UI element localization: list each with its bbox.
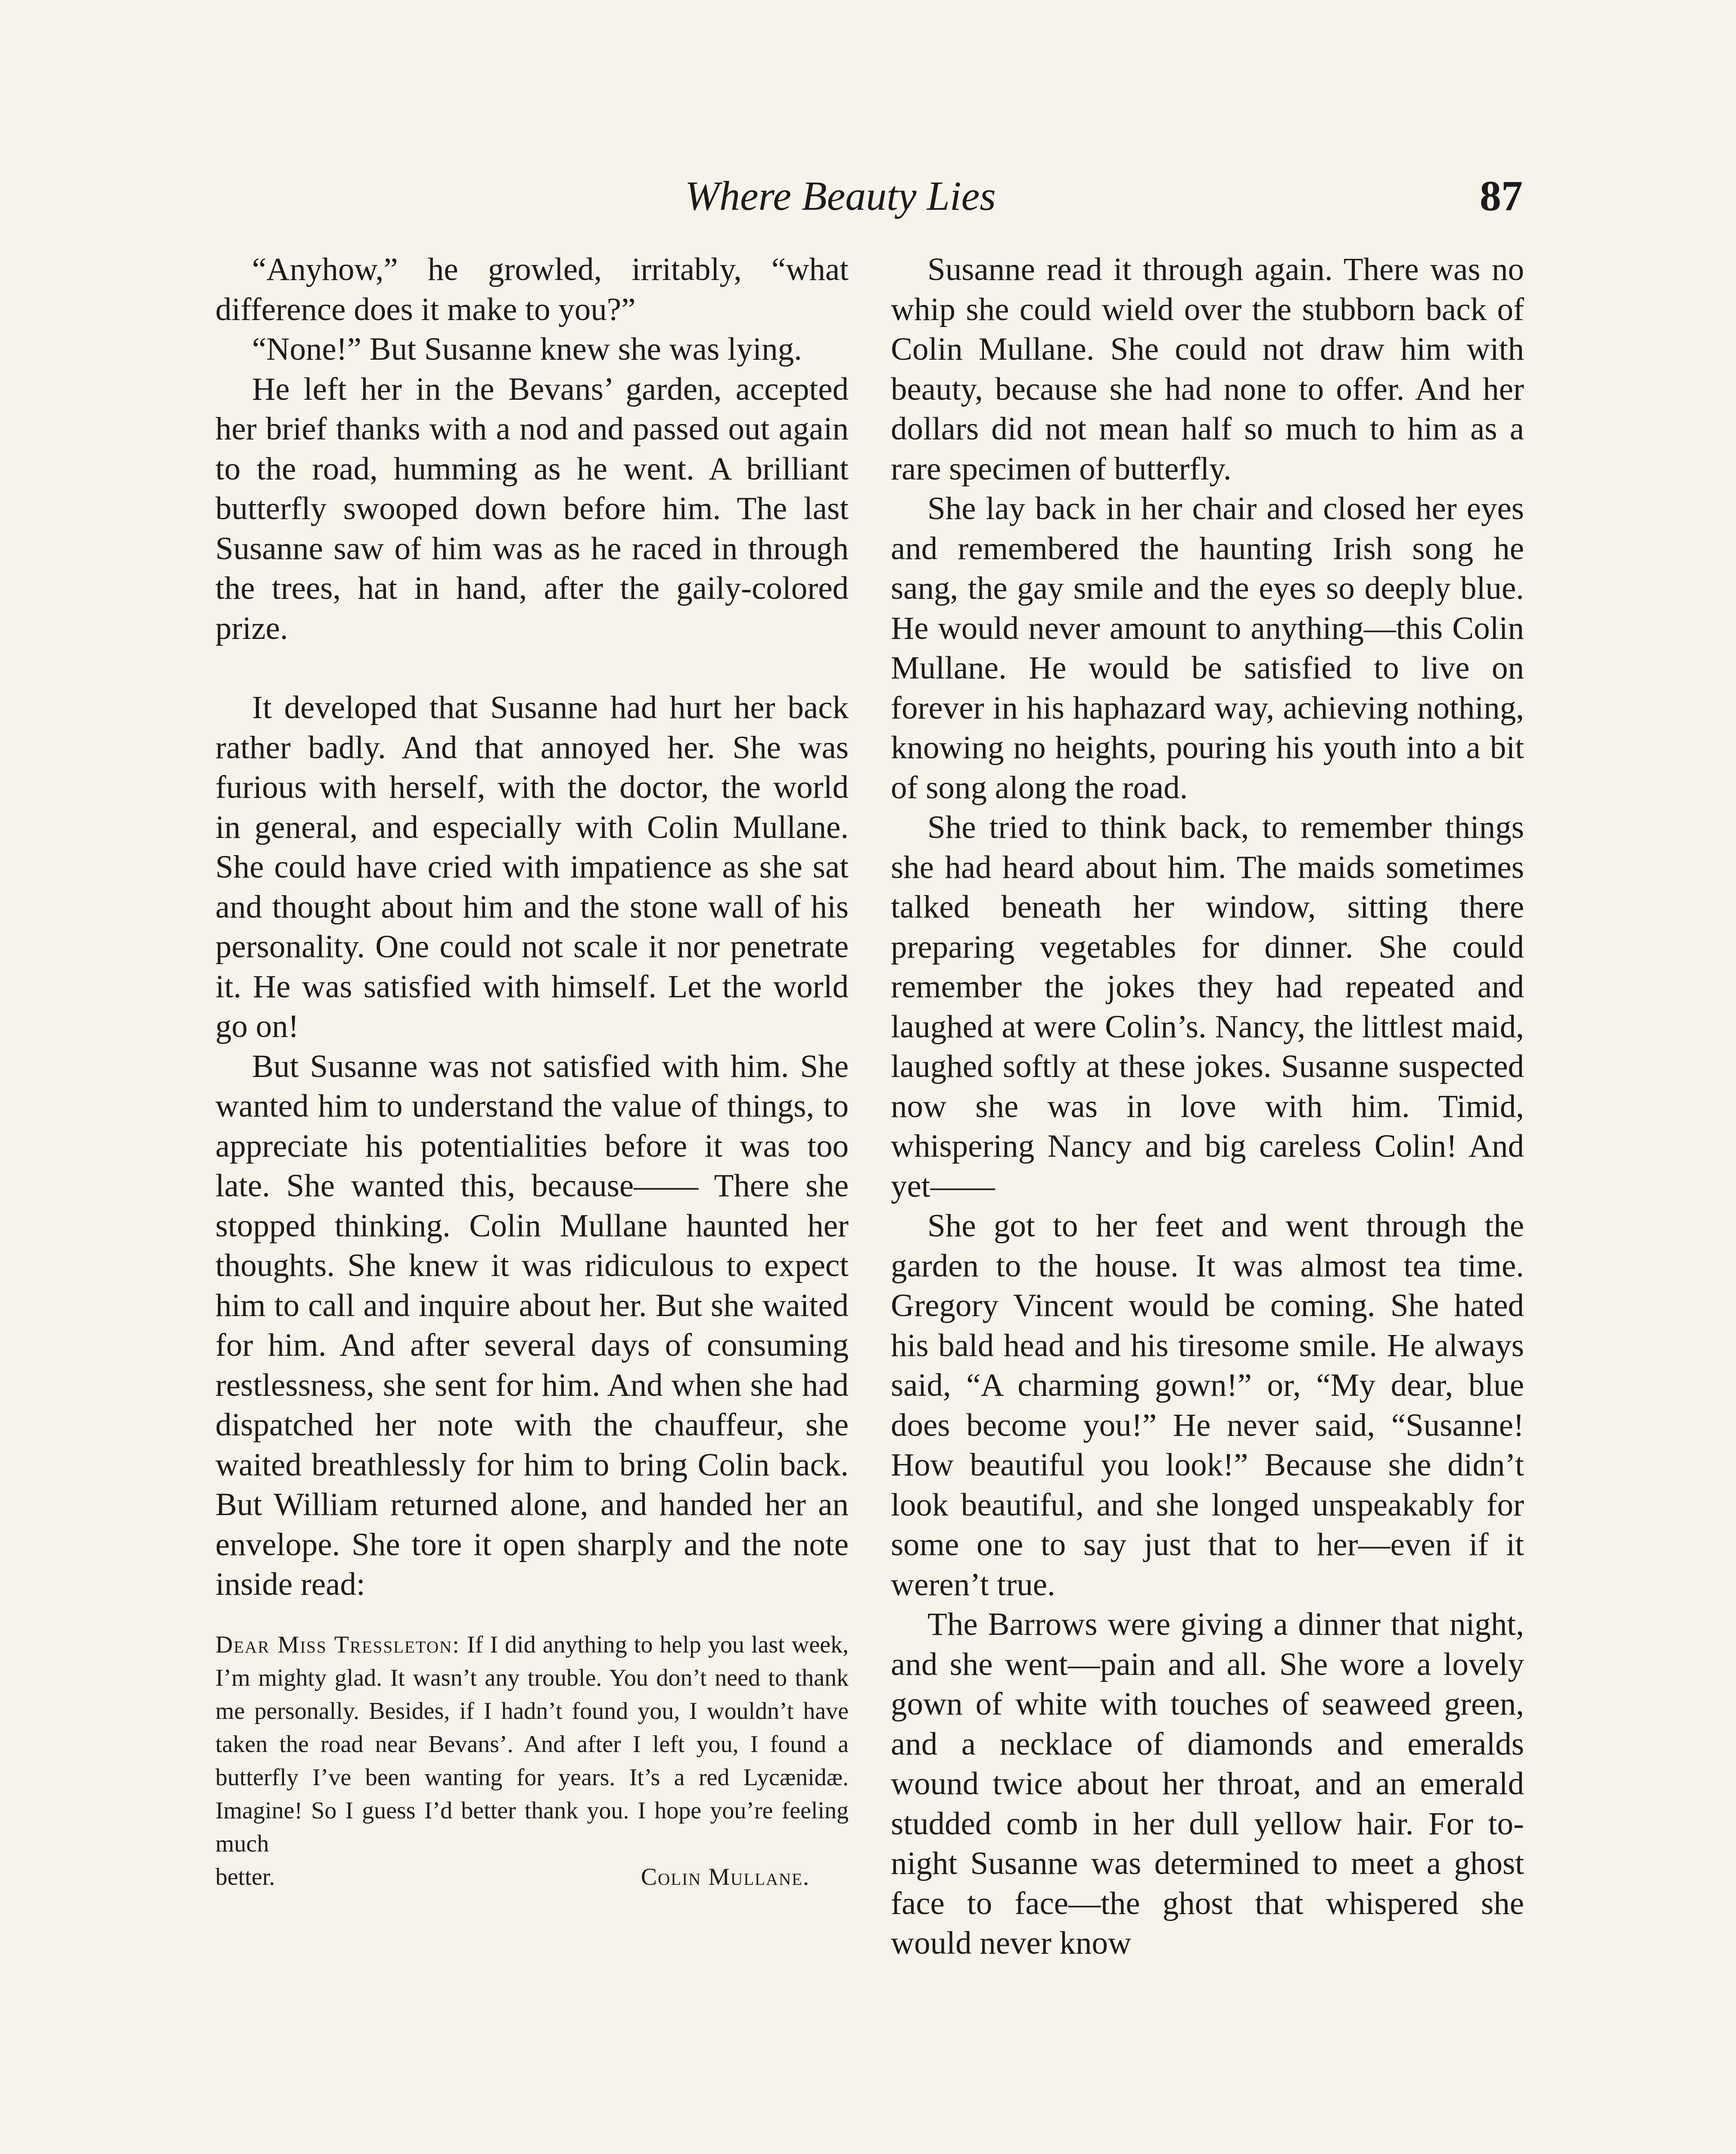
- left-column: [215, 250, 849, 1894]
- paragraph: “None!” But Susanne knew she was lying.: [252, 331, 802, 367]
- letter-salutation: Dear Miss Tressleton:: [215, 1631, 460, 1658]
- letter-note: [215, 1628, 849, 1894]
- paragraph: Susanne read it through again. There was no whip she could wield over the stubborn back of Colin Mullane. She could not draw him with beauty, because she had none to offer. And her dollars did not mean half so much to him as a rare specimen of butterfly.: [891, 252, 1524, 487]
- running-title: Where Beauty Lies: [685, 173, 996, 219]
- right-column: [891, 250, 1524, 1964]
- paragraph: She tried to think back, to remember things she had heard about him. The maids sometimes talked beneath her window, sitting there preparing vegetables for dinner. She could remember the jokes they had repeated and laughed at were Colin’s. Nancy, the littlest maid, laughed softly at these jokes. Susanne suspected now she was in love with him. Timid, whispering Nancy and big careless Colin! And yet——: [891, 809, 1524, 1204]
- letter-signature: Colin Mullane.: [641, 1863, 810, 1890]
- paragraph: He left her in the Bevans’ garden, accepted her brief thanks with a nod and passed out again to the road, humming as he went. A brilliant butterfly swooped down before him. The last Susanne saw of him was as he raced in through the trees, hat in hand, after the gaily-colored prize.: [215, 371, 849, 646]
- page-number: 87: [1480, 172, 1523, 220]
- paragraph: “Anyhow,” he growled, irritably, “what difference does it make to you?”: [215, 252, 849, 327]
- page-header: [215, 164, 1523, 228]
- paragraph: The Barrows were giving a dinner that night, and she went—pain and all. She wore a lovely gown of white with touches of seaweed green, and a necklace of diamonds and emeralds wound twice about her throat, and an emerald studded comb in her dull yellow hair. For to-night Susanne was determined to meet a ghost face to face—the ghost that whispered she would never know: [891, 1606, 1524, 1961]
- paragraph: It developed that Susanne had hurt her back rather badly. And that annoyed her. She was furious with herself, with the doctor, the world in general, and especially with Colin Mullane. She could have cried with impatience as she sat and thought about him and the stone wall of his personality. One could not scale it nor penetrate it. He was satisfied with himself. Let the world go on!: [215, 690, 849, 1044]
- letter-body: If I did anything to help you last week, I’m mighty glad. It wasn’t any trouble. You don’t need to thank me personally. Besides, if I hadn’t found you, I wouldn’t have taken the road near Bevans’. And after I left you, I found a butterfly I’ve been wanting for years. It’s a red Lycænidæ. Imagine! So I guess I’d better thank you. I hope you’re feeling much: [215, 1631, 849, 1857]
- letter-signoff: [215, 1861, 849, 1894]
- letter-closing: better.: [215, 1863, 275, 1890]
- paragraph: She lay back in her chair and closed her eyes and remembered the haunting Irish song he sang, the gay smile and the eyes so deeply blue. He would never amount to anything—this Colin Mullane. He would be satisfied to live on forever in his haphazard way, achieving nothing, knowing no heights, pouring his youth into a bit of song along the road.: [891, 491, 1524, 806]
- paragraph: She got to her feet and went through the garden to the house. It was almost tea time. Gregory Vincent would be coming. She hated his bald head and his tiresome smile. He always said, “A charming gown!” or, “My dear, blue does become you!” He never said, “Susanne! How beautiful you look!” Because she didn’t look beautiful, and she longed unspeakably for some one to say just that to her—even if it weren’t true.: [891, 1208, 1524, 1603]
- paragraph: But Susanne was not satisfied with him. She wanted him to understand the value of things, to appreciate his potentialities before it was too late. She wanted this, because—— There she stopped thinking. Colin Mullane haunted her thoughts. She knew it was ridiculous to expect him to call and inquire about her. But she waited for him. And after several days of consuming restlessness, she sent for him. And when she had dispatched her note with the chauffeur, she waited breathlessly for him to bring Colin back. But William returned alone, and handed her an envelope. She tore it open sharply and the note inside read:: [215, 1048, 849, 1602]
